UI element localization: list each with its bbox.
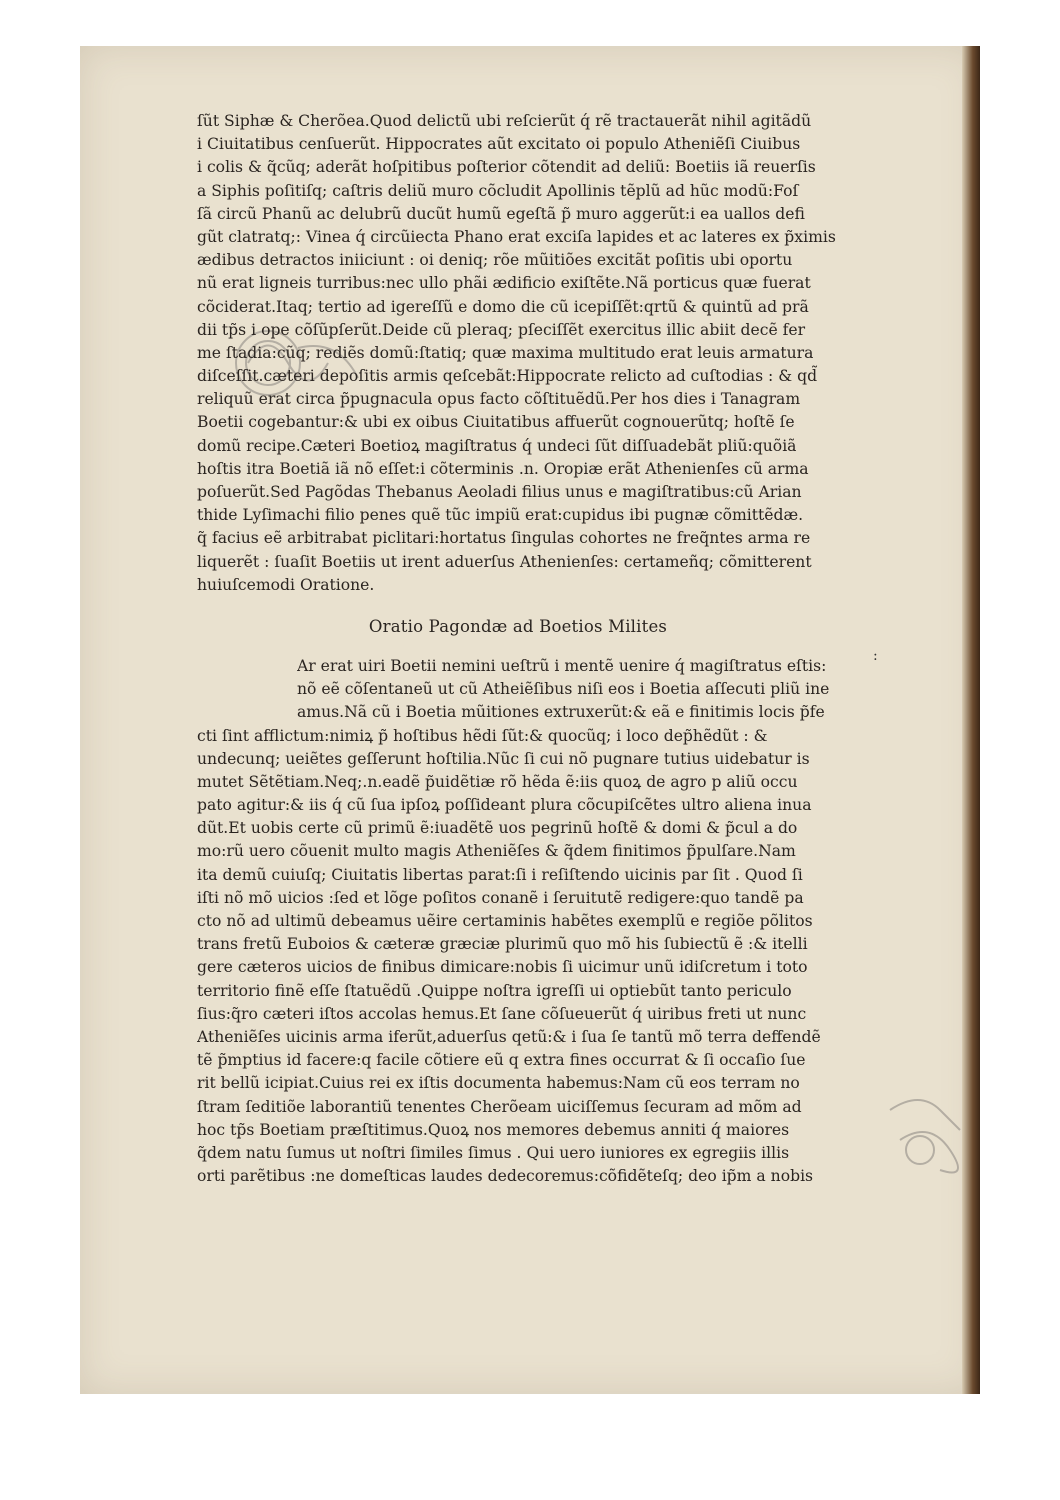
text-line: cto nõ ad ultimũ debeamus uẽire certaminis habẽtes exemplũ e regiõe põlitos (197, 912, 813, 930)
text-line: reliquũ erat circa p̃pugnacula opus facto cõſtituẽdũ.Per hos dies i Tanagram (197, 390, 801, 409)
text-line: Boetii cogebantur:& ubi ex oibus Ciuitatibus affuerũt cognouerũtq; hoſtẽ ſe (197, 413, 795, 432)
text-line: i colis & q̃cũq; aderãt hoſpitibus poſterior cõtendit ad deliũ: Boetiis iã reuerſis (197, 158, 816, 177)
text-line: liquerẽt : ſuaſit Boetiis ut irent aduerſus Athenienſes: certameñq; cõmitterent (197, 552, 812, 571)
text-line: rit bellũ icipiat.Cuius rei ex iſtis documenta habemus:Nam cũ eos terram no (197, 1074, 800, 1093)
text-line: ædibus detractos iniiciunt : oi deniq; rõe mũitiões excitãt poſitis ubi oportu (197, 251, 793, 270)
text-line: ſũt Siphæ & Cherõea.Quod delictũ ubi reſcierũt q́ rẽ tractauerãt nihil agitãdũ (197, 112, 812, 130)
text-line: territorio finẽ eſſe ſtatuẽdũ .Quippe noſtra igreſſi ui optiebũt tanto periculo (197, 981, 792, 1000)
text-line: me ſtadia:cũq; rediẽs domũ:ſtatiq; quæ maxima multitudo erat leuis armatura (197, 343, 814, 362)
text-line: hoſtis itra Boetiã iã nõ eſſet:i cõterminis .n. Oropiæ erãt Athenienſes cũ arma (197, 459, 809, 478)
text-line: i Ciuitatibus cenſuerũt. Hippocrates aũt excitato oi populo Atheniẽſi Ciuibus (197, 135, 801, 154)
text-line: hoc tp̃s Boetiam præſtitimus.Quoꝝ nos memores debemus anniti q́ maiores (197, 1120, 790, 1139)
text-line: nõ eẽ cõſentaneũ ut cũ Atheiẽſibus niſi eos i Boetia aſſecuti pliũ ine (297, 680, 830, 699)
text-line: ſtram ſeditiõe laborantiũ tenentes Cherõeam uiciſſemus ſecuram ad mõm ad (197, 1097, 802, 1116)
text-line: orti parẽtibus :ne domeſticas laudes dedecoremus:cõfidẽteſq; deo ip̃m a nobis (197, 1167, 814, 1186)
text-line: mutet Sẽtẽtiam.Neq;.n.eadẽ p̃uidẽtiæ rõ hẽda ẽ:iis quoꝝ de agro p aliũ occu (197, 772, 798, 791)
text-line: Atheniẽſes uicinis arma iferũt,aduerſus qetũ:& i ſua ſe tantũ mõ terra deffendẽ (197, 1027, 821, 1046)
text-line: huiuſcemodi Oratione. (197, 575, 375, 594)
text-line: nũ erat ligneis turribus:nec ullo phãi ædificio exiſtẽte.Nã porticus quæ fuerat (197, 274, 811, 293)
text-line: trans fretũ Euboios & cæteræ græciæ plurimũ quo mõ his ſubiectũ ẽ :& itelli (197, 935, 808, 954)
watermark-stamp-right (880, 1090, 970, 1180)
text-line: q̃ facius eẽ arbitrabat piclitari:hortatus ſingulas cohortes ne freq̃ntes arma re (197, 529, 811, 548)
text-line: thide Lyſimachi filio penes quẽ tũc impiũ erat:cupidus ibi pugnæ cõmittẽdæ. (197, 506, 804, 525)
book-spine-edge (962, 46, 980, 1394)
text-line: domũ recipe.Cæteri Boetioꝝ magiſtratus q́ undeci ſũt diſſuadebãt pliũ:quõiã (197, 436, 797, 455)
text-line: q̃dem natu ſumus ut noſtri ſimiles ſimus . Qui uero iuniores ex egregiis illis (197, 1143, 790, 1162)
text-line: amus.Nã cũ i Boetia mũitiones extruxerũt:& eã e finitimis locis p̃fe (297, 703, 825, 722)
text-line: cti ſint afflictum:nimiꝝ p̃ hoſtibus hẽdi ſũt:& quocũq; i loco dep̃hẽdũt : & (197, 726, 768, 745)
text-line: gere cæteros uicios de finibus dimicare:nobis ſi uicimur unũ idiſcretum i toto (197, 958, 808, 977)
text-line: cõciderat.Itaq; tertio ad igereſſũ e domo die cũ icepiſſẽt:qrtũ & quintũ ad prã (197, 297, 809, 316)
text-line: pato agitur:& iis q́ cũ ſua ipſoꝝ poſſideant plura cõcupiſcẽtes ultro aliena inua (197, 796, 812, 815)
text-line: ſius:q̃ro cæteri iſtos accolas hemus.Et ſane cõſueuerũt q́ uiribus freti ut nunc (197, 1004, 807, 1023)
text-line: Ar erat uiri Boetii nemini ueſtrũ i mentẽ uenire q́ magiſtratus eſtis: (297, 656, 827, 675)
text-line: ita demũ cuiuſq; Ciuitatis libertas parat:ſi i reſiſtendo uicinis par ſit . Quod ſi (197, 865, 803, 884)
text-body (197, 110, 839, 1188)
paragraph-2-indented (197, 655, 839, 725)
text-line: dũt.Et uobis certe cũ primũ ẽ:iuadẽtẽ uos pegrinũ hoſtẽ & domi & p̃cul a do (197, 819, 798, 838)
text-line: dii tp̃s i ope cõſũpſerũt.Deide cũ pleraq; pſeciſſẽt exercitus illic abiit decẽ fer (197, 320, 806, 339)
text-line: diſceſſit.cæteri depoſitis armis qeſcebãt:Hippocrate relicto ad cuſtodias : & qd̃ (197, 367, 818, 386)
paragraph-2 (197, 725, 839, 1189)
text-line: mo:rũ uero cõuenit multo magis Atheniẽſes & q̃dem finitimos p̃pulſare.Nam (197, 842, 796, 861)
text-line: iſti nõ mõ uicios :ſed et lõge poſitos conanẽ i ſeruitutẽ redigere:quo tandẽ pa (197, 888, 804, 907)
text-line: gũt clatratq;: Vinea q́ circũiecta Phano erat exciſa lapides et ac lateres ex p̃ximis (197, 227, 836, 246)
text-line: ſã circũ Phanũ ac delubrũ ducũt humũ egeſtã p̃ muro aggerũt:i ea uallos defi (197, 204, 805, 223)
section-heading: Oratio Pagondæ ad Boetios Milites (368, 616, 668, 636)
text-line: undecunq; ueiẽtes geſſerunt hoſtilia.Nũc ſi cui nõ pugnare tutius uidebatur is (197, 749, 810, 768)
text-line: a Siphis poſitiſq; caſtris deliũ muro cõcludit Apollinis tẽplũ ad hũc modũ:Foſ (197, 181, 799, 200)
paragraph-1 (197, 110, 839, 597)
margin-mark: : (873, 648, 878, 664)
text-line: poſuerũt.Sed Pagõdas Thebanus Aeoladi filius unus e magiſtratibus:cũ Arian (197, 483, 802, 501)
text-line: tẽ p̃mptius id facere:q facile cõtiere eũ q extra fines occurrat & ſi occaſio ſue (197, 1051, 806, 1070)
